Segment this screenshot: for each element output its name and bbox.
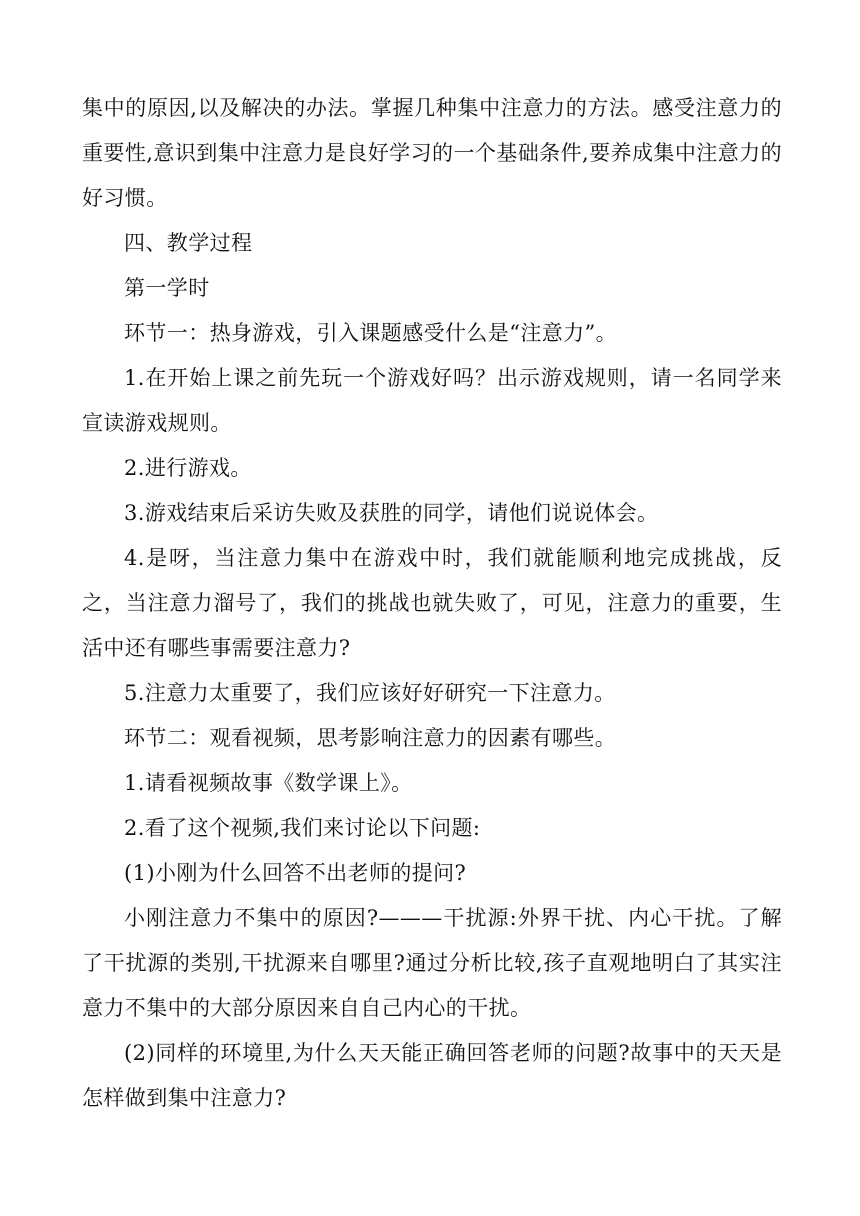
lesson-heading: 第一学时: [124, 276, 210, 300]
step-two-heading: 环节二：观看视频，思考影响注意力的因素有哪些。: [124, 726, 617, 750]
step-one-item-3: 3.游戏结束后采访失败及获胜的同学，请他们说说体会。: [124, 501, 659, 525]
step-one-item-4: 4.是呀，当注意力集中在游戏中时，我们就能顺利地完成挑战，反之，当注意力溜号了，我们的挑战也就失败了，可见，注意力的重要，生活中还有哪些事需要注意力?: [82, 546, 782, 660]
question-2: (2)同样的环境里,为什么天天能正确回答老师的问题?故事中的天天是怎样做到集中注意力?: [82, 1041, 782, 1110]
question-1-answer: 小刚注意力不集中的原因?———干扰源:外界干扰、内心干扰。了解了干扰源的类别,干扰源来自哪里?通过分析比较,孩子直观地明白了其实注意力不集中的大部分原因来自自己内心的干扰。: [82, 906, 782, 1020]
question-1: (1)小刚为什么回答不出老师的提问?: [124, 861, 467, 885]
step-two-item-2: 2.看了这个视频,我们来讨论以下问题:: [124, 816, 481, 840]
step-one-item-2: 2.进行游戏。: [124, 456, 252, 480]
paragraph-continuation: 集中的原因,以及解决的办法。掌握几种集中注意力的方法。感受注意力的重要性,意识到集中注意力是良好学习的一个基础条件,要养成集中注意力的好习惯。: [82, 96, 782, 210]
step-two-item-1: 1.请看视频故事《数学课上》。: [124, 771, 413, 795]
step-one-item-5: 5.注意力太重要了，我们应该好好研究一下注意力。: [124, 681, 616, 705]
step-one-item-1: 1.在开始上课之前先玩一个游戏好吗？出示游戏规则，请一名同学来宣读游戏规则。: [82, 366, 782, 435]
section-heading-teaching-process: 四、教学过程: [124, 231, 253, 255]
step-one-heading: 环节一：热身游戏，引入课题感受什么是“注意力”。: [124, 321, 618, 345]
document-body: [82, 86, 782, 1121]
